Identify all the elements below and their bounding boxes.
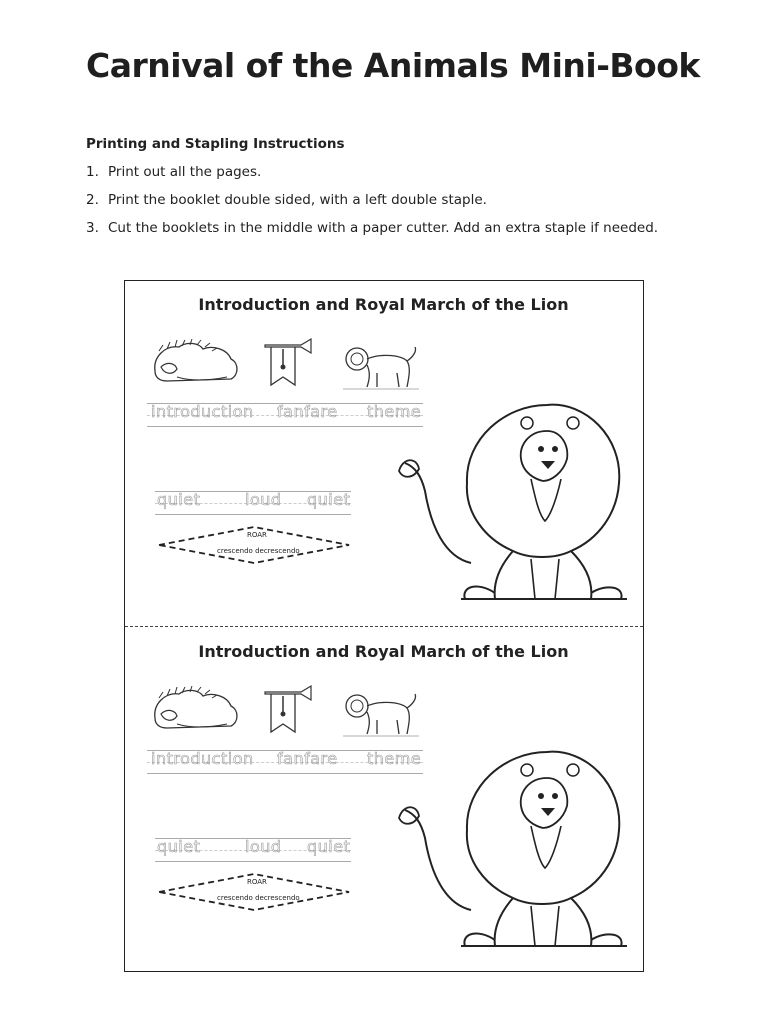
booklet-panel-bottom — [125, 628, 642, 973]
fanfare-trumpet-icon — [261, 337, 315, 391]
list-item — [86, 218, 658, 246]
booklet-frame — [124, 280, 644, 972]
sleeping-lion-icon — [147, 684, 242, 736]
list-item-number: 1. — [86, 164, 99, 180]
trace-word: loud — [245, 837, 282, 856]
list-item-number: 3. — [86, 220, 99, 236]
roar-label: ROAR — [247, 878, 267, 886]
instructions-list — [86, 162, 658, 246]
trace-word: introduction — [151, 749, 254, 768]
trace-word: quiet — [157, 837, 201, 856]
trace-word: quiet — [157, 490, 201, 509]
page-title: Carnival of the Animals Mini-Book — [86, 46, 700, 85]
trace-word: theme — [367, 402, 422, 421]
list-item — [86, 190, 658, 218]
crescendo-decrescendo-hairpin — [155, 868, 353, 916]
instructions-heading: Printing and Stapling Instructions — [86, 136, 345, 152]
walking-lion-icon — [341, 690, 421, 740]
cut-line — [125, 626, 643, 627]
panel-title: Introduction and Royal March of the Lion — [198, 295, 569, 314]
sitting-lion-illustration — [395, 387, 631, 609]
list-item — [86, 162, 658, 190]
trace-row-dynamics — [155, 491, 351, 515]
trace-word: loud — [245, 490, 282, 509]
panel-title: Introduction and Royal March of the Lion — [198, 642, 569, 661]
dynamics-label: crescendo decrescendo — [217, 894, 300, 902]
trace-word: quiet — [307, 837, 351, 856]
walking-lion-icon — [341, 343, 421, 393]
list-item-number: 2. — [86, 192, 99, 208]
trace-row-dynamics — [155, 838, 351, 862]
trace-word: quiet — [307, 490, 351, 509]
crescendo-decrescendo-hairpin — [155, 521, 353, 569]
trace-word: theme — [367, 749, 422, 768]
trace-word: fanfare — [277, 402, 338, 421]
list-item-text: Cut the booklets in the middle with a paper cutter. Add an extra staple if needed. — [108, 220, 659, 236]
sleeping-lion-icon — [147, 337, 242, 389]
fanfare-trumpet-icon — [261, 684, 315, 738]
trace-row-vocabulary — [147, 750, 423, 774]
sitting-lion-illustration — [395, 734, 631, 956]
trace-word: fanfare — [277, 749, 338, 768]
list-item-text: Print the booklet double sided, with a left double staple. — [108, 192, 487, 208]
list-item-text: Print out all the pages. — [108, 164, 262, 180]
trace-word: introduction — [151, 402, 254, 421]
booklet-panel-top — [125, 281, 642, 626]
dynamics-label: crescendo decrescendo — [217, 547, 300, 555]
roar-label: ROAR — [247, 531, 267, 539]
trace-row-vocabulary — [147, 403, 423, 427]
